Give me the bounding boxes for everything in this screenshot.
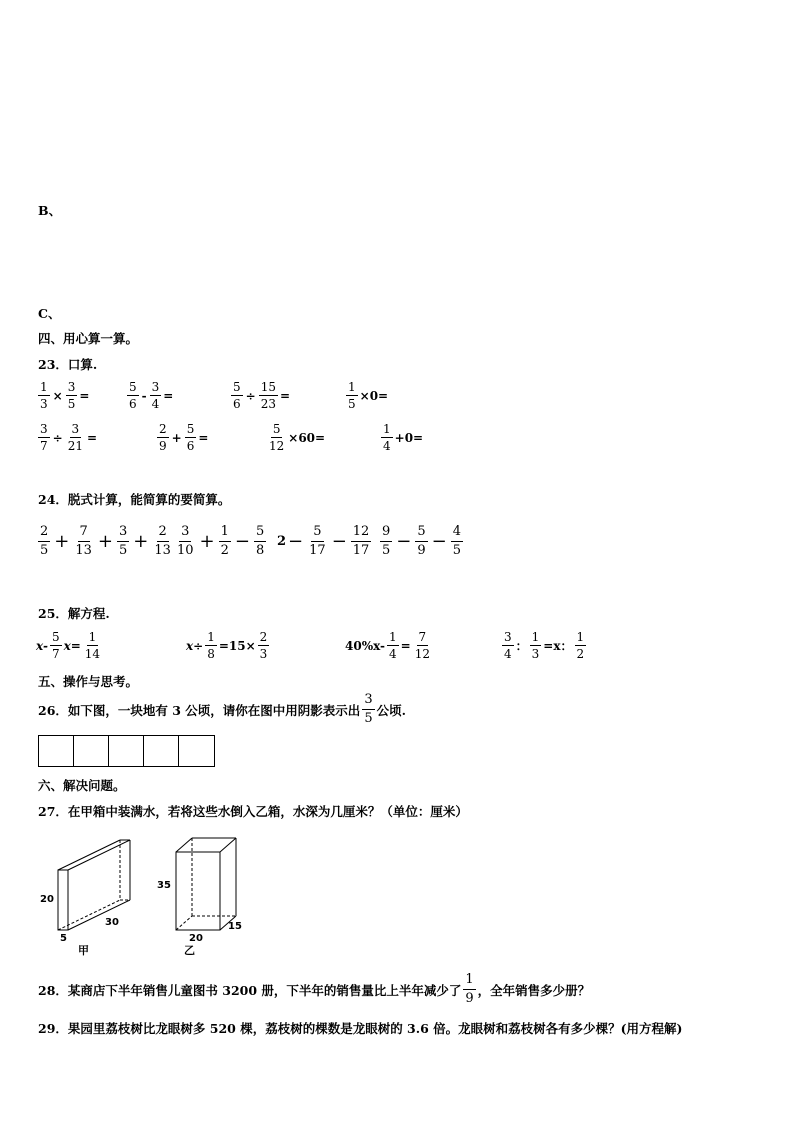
q25-title: 25．解方程.	[38, 606, 110, 621]
grid-cell[interactable]	[144, 736, 179, 766]
q23-item: $\frac{5}{12}$ ×60=	[269, 422, 326, 453]
q23-item: $\frac{1}{4}$ +0=	[383, 422, 424, 453]
option-b-label: B、	[38, 203, 62, 218]
q24-expression: $\frac{3}{10}$ + $\frac{1}{2}$ − $\frac{5}{8}$	[177, 524, 265, 558]
q23-item: $\frac{1}{3}$ × $\frac{3}{5}$ =	[40, 380, 90, 411]
q25-equation: x÷ $\frac{1}{8}$ =15× $\frac{2}{3}$	[186, 630, 268, 661]
box-jia	[58, 840, 130, 930]
box-yi	[176, 838, 236, 930]
q26-land-grid[interactable]	[38, 735, 215, 767]
q25-equation: x- $\frac{5}{7}$ x= $\frac{1}{14}$	[36, 630, 101, 661]
q24-expression: $\frac{9}{5}$ − $\frac{5}{9}$ − $\frac{4}{5}$	[382, 524, 462, 558]
q24-expression: $\frac{2}{5}$ + $\frac{7}{13}$ + $\frac{3}{5}$ + $\frac{2}{13}$	[40, 524, 171, 558]
jia-width-label: 5	[60, 933, 67, 944]
jia-name-label: 甲	[78, 944, 89, 957]
grid-cell[interactable]	[74, 736, 109, 766]
q23-item: $\frac{2}{9}$ + $\frac{5}{6}$ =	[159, 422, 209, 453]
q23-title: 23．口算.	[38, 357, 98, 372]
section-four-heading: 四、用心算一算。	[38, 331, 139, 346]
grid-cell[interactable]	[109, 736, 144, 766]
grid-cell[interactable]	[179, 736, 214, 766]
yi-name-label: 乙	[184, 944, 195, 957]
q24-title: 24．脱式计算，能简算的要简算。	[38, 492, 231, 507]
yi-height-label: 35	[157, 880, 171, 891]
q28-text: 28．某商店下半年销售儿童图书 3200 册，下半年的销售量比上半年减少了 $\frac{1}{9}$ ，全年销售多少册？	[38, 972, 591, 1006]
q23-item: $\frac{5}{6}$ ÷ $\frac{15}{23}$ =	[233, 380, 291, 411]
yi-width-label: 20	[189, 933, 203, 944]
q23-item: $\frac{1}{5}$ ×0=	[348, 380, 389, 411]
q25-equation: 40%x- $\frac{1}{4}$ = $\frac{7}{12}$	[345, 630, 431, 661]
grid-cell[interactable]	[39, 736, 74, 766]
q27-boxes-figure	[36, 828, 276, 968]
section-five-heading: 五、操作与思考。	[38, 674, 139, 689]
q25-equation: $\frac{3}{4}$ ： $\frac{1}{3}$ =x： $\frac{1}{2}$	[504, 630, 585, 661]
option-c-label: C、	[38, 306, 61, 321]
jia-height-label: 20	[40, 894, 54, 905]
yi-depth-label: 15	[228, 921, 242, 932]
jia-length-label: 30	[105, 917, 119, 928]
q23-item: $\frac{5}{6}$ - $\frac{3}{4}$ =	[129, 380, 174, 411]
q26-text: 26．如下图，一块地有 3 公顷，请你在图中用阴影表示出 $\frac{3}{5}$ 公顷.	[38, 692, 406, 726]
q29-text: 29．果园里荔枝树比龙眼树多 520 棵，荔枝树的棵数是龙眼树的 3.6 倍。龙眼树和荔枝树各有多少棵？(用方程解)	[38, 1021, 683, 1036]
section-six-heading: 六、解决问题。	[38, 778, 126, 793]
q23-item: $\frac{3}{7}$ ÷ $\frac{3}{21}$ =	[40, 422, 98, 453]
q24-expression: 2 − $\frac{5}{17}$ − $\frac{12}{17}$	[277, 524, 370, 558]
q27-text: 27．在甲箱中装满水，若将这些水倒入乙箱，水深为几厘米？（单位：厘米）	[38, 804, 468, 819]
